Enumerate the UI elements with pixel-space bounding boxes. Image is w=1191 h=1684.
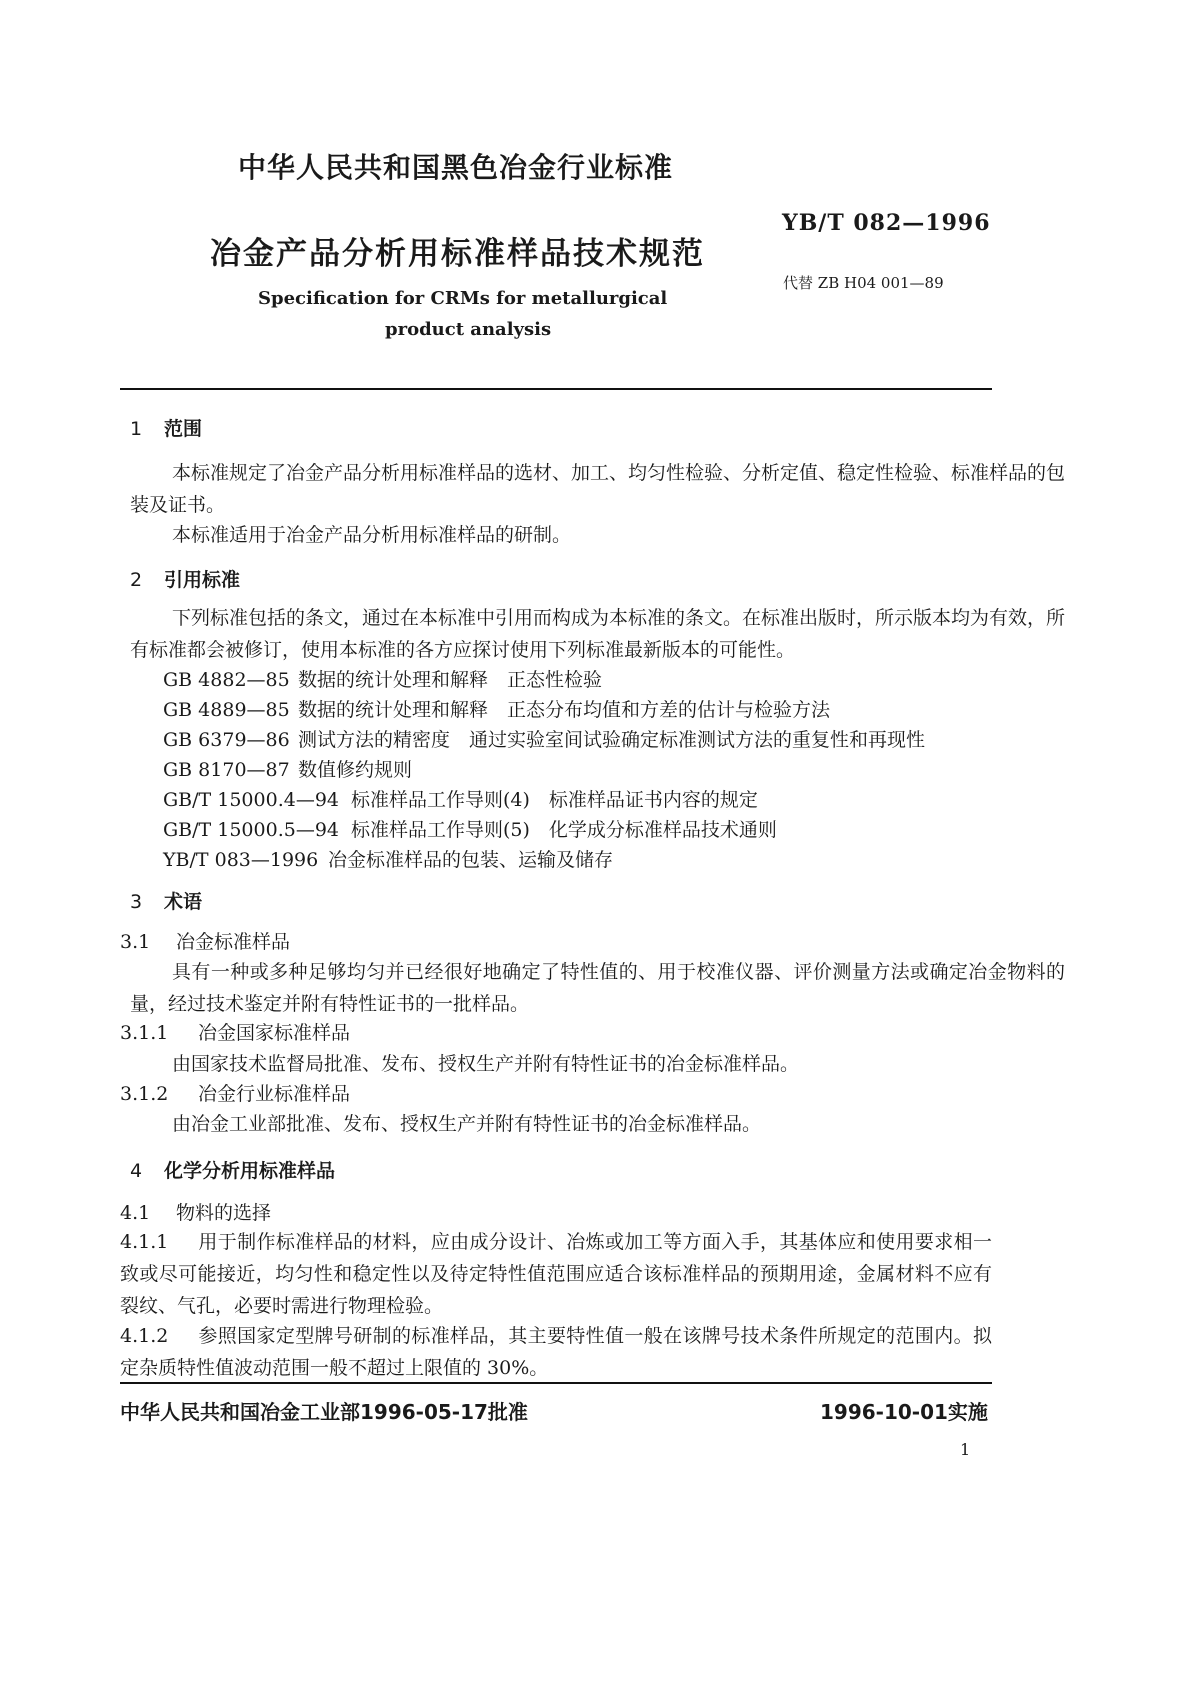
reference-item: GB/T 15000.5—94 标准样品工作导则(5) 化学成分标准样品技术通则 [163,819,777,841]
section-title: 范围 [164,418,203,440]
standard-series: 中华人民共和国黑色冶金行业标准 [238,151,674,184]
standard-number: YB/T 082—1996 [782,210,991,236]
clause-4-1-2: 4.1.2 参照国家定型牌号研制的标准样品，其主要特性值一般在该牌号技术条件所规定的范围内。拟定杂质特性值波动范围一般不超过上限值的 30%。 [120,1325,992,1379]
section-1-heading [130,414,202,441]
page-number: 1 [960,1440,971,1459]
reference-item: GB 6379—86 测试方法的精密度 通过实验室间试验确定标准测试方法的重复性和再现性 [163,729,926,751]
effective-date: 1996-10-01实施 [820,1400,988,1424]
section-1-para-2: 本标准适用于冶金产品分析用标准样品的研制。 [172,524,572,546]
replaces-standard: 代替 ZB H04 001—89 [783,274,944,292]
clause-4-1-1: 4.1.1 用于制作标准样品的材料，应由成分设计、冶炼或加工等方面入手，其基体应和使用要求相一致或尽可能接近，均匀性和稳定性以及待定特性值范围应适合该标准样品的预期用途，金属材料不应有裂纹、气孔，必要时需进行物理检验。 [120,1231,992,1317]
section-2-heading [130,565,240,592]
section-2-para-1: 下列标准包括的条文，通过在本标准中引用而构成为本标准的条文。在标准出版时，所示版本均为有效，所有标准都会被修订，使用本标准的各方应探讨使用下列标准最新版本的可能性。 [130,607,1066,661]
reference-item: GB 4889—85 数据的统计处理和解释 正态分布均值和方差的估计与检验方法 [163,699,831,721]
term-3-1-2-definition: 由冶金工业部批准、发布、授权生产并附有特性证书的冶金标准样品。 [172,1113,762,1135]
term-3-1-1-definition: 由国家技术监督局批准、发布、授权生产并附有特性证书的冶金标准样品。 [172,1053,800,1075]
document-title: 冶金产品分析用标准样品技术规范 [210,236,705,272]
footer-divider [120,1382,992,1384]
section-3-heading [130,887,202,914]
title-english-line2: product analysis [385,319,552,340]
section-number: 2 [130,569,143,591]
reference-item: GB 4882—85 数据的统计处理和解释 正态性检验 [163,669,603,691]
term-3-1-heading: 3.1 冶金标准样品 [120,931,291,953]
section-4-heading [130,1156,335,1183]
section-number: 4 [130,1160,143,1182]
reference-item: GB/T 15000.4—94 标准样品工作导则(4) 标准样品证书内容的规定 [163,789,758,811]
reference-item: YB/T 083—1996 冶金标准样品的包装、运输及储存 [163,849,614,871]
title-english-line1: Specification for CRMs for metallurgical [258,288,668,309]
header-divider [120,388,992,390]
section-title: 术语 [164,891,203,913]
section-title: 化学分析用标准样品 [164,1160,336,1182]
section-1-para-1: 本标准规定了冶金产品分析用标准样品的选材、加工、均匀性检验、分析定值、稳定性检验、标准样品的包装及证书。 [130,462,1066,516]
term-3-1-2-heading: 3.1.2 冶金行业标准样品 [120,1083,351,1105]
section-number: 1 [130,418,143,440]
term-3-1-definition: 具有一种或多种足够均匀并已经很好地确定了特性值的、用于校准仪器、评价测量方法或确定冶金物料的量，经过技术鉴定并附有特性证书的一批样品。 [130,961,1065,1015]
section-number: 3 [130,891,143,913]
approval-line: 中华人民共和国冶金工业部1996-05-17批准 [120,1400,528,1424]
reference-list [163,664,925,876]
term-3-1-1-heading: 3.1.1 冶金国家标准样品 [120,1022,351,1044]
section-title: 引用标准 [164,569,241,591]
reference-item: GB 8170—87 数值修约规则 [163,759,413,781]
clause-4-1-heading: 4.1 物料的选择 [120,1202,272,1224]
